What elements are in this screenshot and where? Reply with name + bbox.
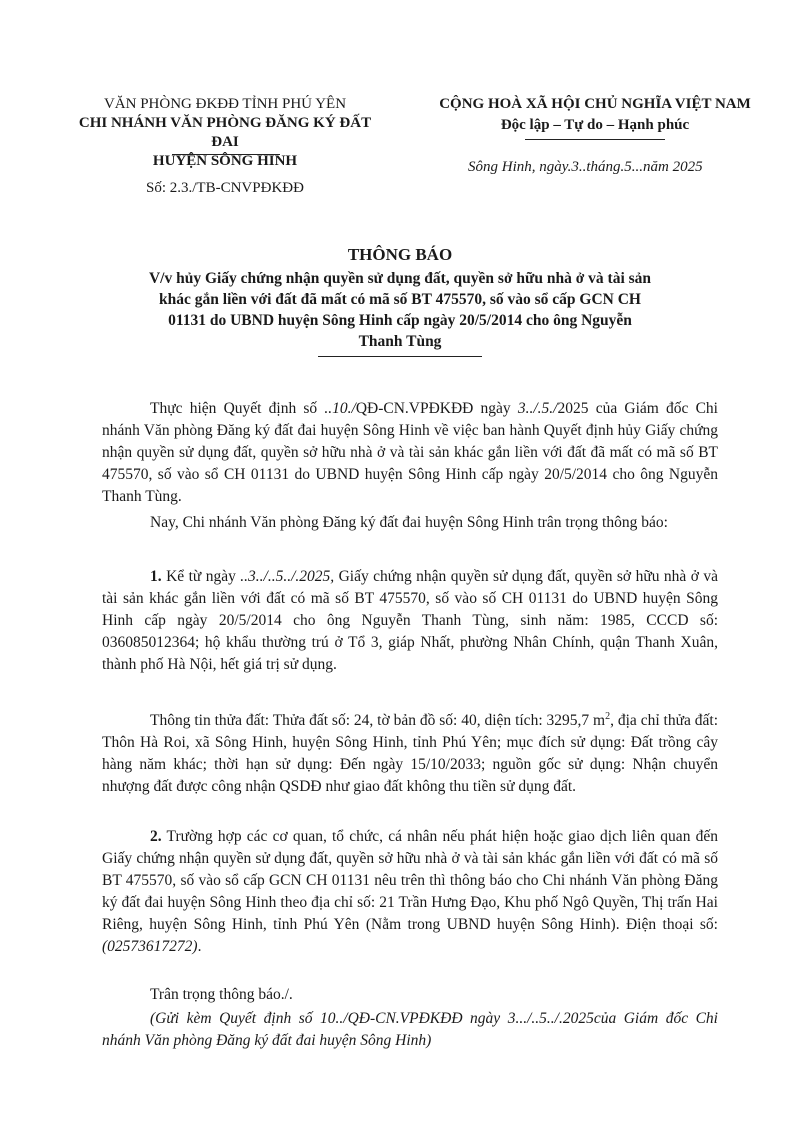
basis-decision-number: ..10./	[324, 400, 356, 417]
item-1-text-rest: Giấy chứng nhận quyền sử dụng đất, quyền sở hữu nhà ở và tài sản khác gắn liền với đất có mã số BT 475570, số vào số CH 01131 do UBND huyện Sông Hinh cấp ngày 20/5/2014 cho ông Nguyễn Thanh Tùng, sinh năm: 1985, CCCD số: 036085012364; hộ khẩu thường trú ở Tổ 3, giáp Nhất, phường Nhân Chính, quận Thanh Xuân, thành phố Hà Nội, hết giá trị sử dụng.	[102, 568, 718, 673]
item-2-text: Trường hợp các cơ quan, tổ chức, cá nhân nếu phát hiện hoặc giao dịch liên quan đến Giấy chứng nhận quyền sử dụng đất, quyền sở hữu nhà ở và tài sản khác gắn liền với đất có mã số BT 475570, số vào sổ cấp GCN CH 01131 nêu trên thì thông báo cho Chi nhánh Văn phòng Đăng ký đất đai huyện Sông Hinh theo địa chỉ số: 21 Trần Hưng Đạo, Khu phố Ngô Quyền, Thị trấn Hai Riêng, huyện Sông Hinh, tỉnh Phú Yên (Nằm trong UBND huyện Sông Hinh). Điện thoại số:	[102, 828, 718, 933]
item-1-text-start: Kể từ ngày	[161, 568, 241, 585]
national-header	[420, 95, 770, 135]
subject-line-3: 01131 do UBND huyện Sông Hinh cấp ngày 20/5/2014 cho ông Nguyễn	[168, 312, 632, 329]
issue-date-month-label: tháng.	[586, 159, 625, 175]
national-motto: Độc lập – Tự do – Hạnh phúc	[500, 117, 690, 133]
document-number-handwritten: 2.3.	[169, 180, 193, 196]
basis-decision-date: 3../.5./	[517, 400, 558, 417]
document-number-prefix: Số:	[146, 180, 170, 196]
attachment-decision-code: /QĐ-CN.VPĐKĐĐ ngày	[343, 1010, 508, 1027]
item-2-phone: (02573617272)	[102, 938, 198, 955]
land-info-text-rest: , địa chỉ thửa đất: Thôn Hà Roi, xã Sông Hinh, huyện Sông Hinh, tỉnh Phú Yên; mục đích sử dụng: Đất trồng cây hàng năm khác; thời hạn sử dụng: Đến ngày 15/10/2033; nguồn gốc sử dụng: Nhận chuyển nhượng đất được công nhận QSDĐ như giao đất không thu tiền sử dụng đất.	[102, 712, 718, 796]
motto-underline	[525, 139, 665, 140]
attachment-text-start: (Gửi kèm Quyết định số	[150, 1010, 321, 1027]
issuer-underline	[172, 154, 280, 155]
document-number-suffix: /TB-CNVPĐKĐĐ	[192, 180, 304, 196]
basis-text-rest: 2025 của Giám đốc Chi nhánh Văn phòng Đăng ký đất đai huyện Sông Hinh về việc ban hành Quyết định hủy Giấy chứng nhận quyền sử dụng đất, quyền sở hữu nhà ở và tài sản khác gắn liền với đất đã mất có mã số BT 475570, số vào sổ CH 01131 do UBND huyện Sông Hinh cấp ngày 20/5/2014 cho ông Nguyễn Thanh Tùng.	[102, 400, 718, 505]
issue-date-prefix: Sông Hinh, ngày.	[468, 159, 572, 175]
land-info-area-unit-exponent: 2	[605, 711, 611, 722]
issuer-branch: CHI NHÁNH VĂN PHÒNG ĐĂNG KÝ ĐẤT ĐAI	[78, 115, 372, 150]
notice-title: THÔNG BÁO	[347, 245, 453, 264]
issue-date-day: 3..	[571, 159, 587, 175]
item-1-effective-date: ..3../..5../.2025,	[240, 568, 335, 585]
paragraph-closing: Trân trọng thông báo./.	[150, 986, 293, 1003]
paragraph-attachment	[102, 1008, 718, 1052]
subject-line-1: V/v hủy Giấy chứng nhận quyền sử dụng đất, quyền sở hữu nhà ở và tài sản	[148, 270, 652, 287]
national-name: CỘNG HOÀ XÃ HỘI CHỦ NGHĨA VIỆT NAM	[439, 96, 751, 112]
paragraph-item-2	[102, 826, 718, 958]
subject-underline	[318, 356, 482, 357]
notice-subject	[60, 268, 740, 352]
issuer-district: HUYỆN SÔNG HINH	[152, 153, 298, 169]
subject-line-2: khác gắn liền với đất đã mất có mã số BT 475570, số vào sổ cấp GCN CH	[159, 291, 641, 308]
paragraph-land-info	[102, 706, 718, 798]
paragraph-announcement: Nay, Chi nhánh Văn phòng Đăng ký đất đai huyện Sông Hinh trân trọng thông báo:	[150, 514, 668, 531]
paragraph-item-1	[102, 566, 718, 676]
paragraph-basis	[102, 398, 718, 508]
issuer-block	[70, 95, 380, 171]
attachment-decision-date: 3.../..5../.2025	[507, 1010, 594, 1027]
item-2-end: .	[197, 938, 202, 955]
item-2-number: 2.	[150, 828, 162, 845]
issuer-parent-office: VĂN PHÒNG ĐKĐĐ TỈNH PHÚ YÊN	[103, 96, 347, 112]
issue-date-month: 5	[624, 159, 632, 175]
issue-date-suffix: ...năm 2025	[631, 159, 703, 175]
subject-line-4: Thanh Tùng	[358, 333, 442, 350]
land-info-text-start: Thông tin thửa đất: Thửa đất số: 24, tờ bản đồ số: 40, diện tích: 3295,7 m	[150, 712, 606, 730]
document-number	[146, 179, 386, 198]
basis-text-start: Thực hiện Quyết định số	[150, 400, 325, 417]
attachment-decision-number: 10..	[320, 1010, 344, 1027]
basis-decision-code: QĐ-CN.VPĐKĐĐ ngày	[355, 400, 518, 417]
attachment-text-rest: của Giám đốc Chi nhánh Văn phòng Đăng ký đất đai huyện Sông Hinh)	[102, 1010, 718, 1049]
issue-date	[468, 158, 778, 177]
item-1-number: 1.	[150, 568, 162, 585]
